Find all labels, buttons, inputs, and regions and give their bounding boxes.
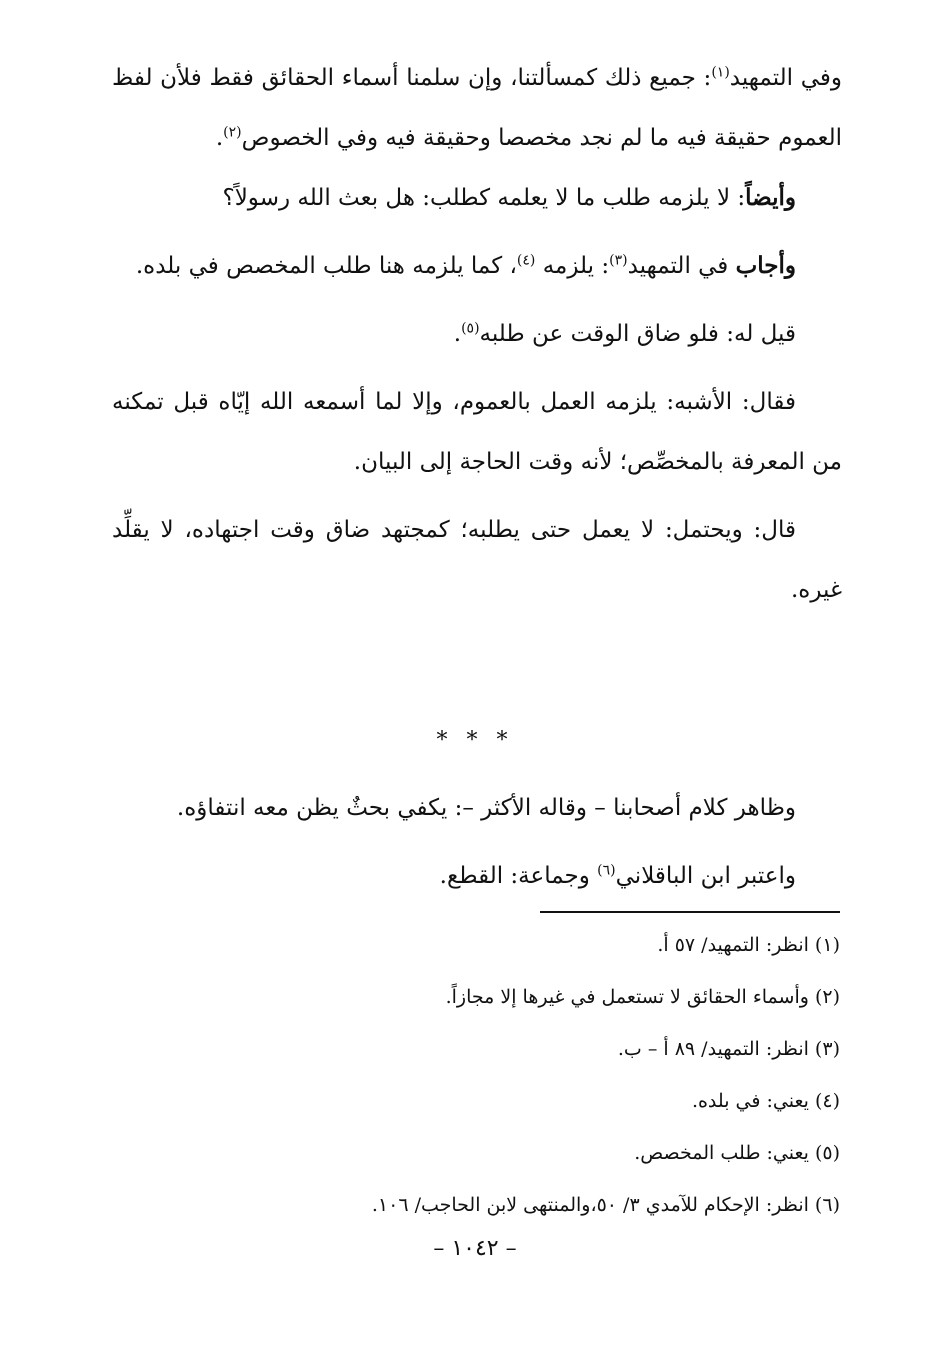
bold-lead-word: وأيضاً <box>745 184 796 211</box>
footnote-4: (٤) يعني: في بلده. <box>691 1090 840 1112</box>
footnotes <box>150 930 840 1242</box>
footnote-1: (١) انظر: التمهيد/ ٥٧ أ. <box>657 934 840 956</box>
paragraph-3: وأجاب في التمهيد$^{(٣)}$: يلزمه $^{(٤)}$، كما يلزمه هنا طلب المخصص في بلده. <box>135 252 796 279</box>
footnote-ref-6[interactable]: (٦) <box>597 862 616 879</box>
footnote-3: (٣) انظر: التمهيد/ ٨٩ أ – ب. <box>617 1038 840 1060</box>
page-number: – ١٠٤٢ – <box>433 1236 517 1261</box>
main-text <box>112 48 842 620</box>
section-separator: * * * <box>436 728 514 753</box>
paragraph-4: قيل له: فلو ضاق الوقت عن طلبه$^{(٥)}$. <box>453 320 796 347</box>
bold-lead-word: وأجاب <box>735 252 796 279</box>
footnote-ref-2[interactable]: (٢) <box>223 124 242 141</box>
paragraph-6: قال: ويحتمل: لا يعمل حتى يطلبه؛ كمجتهد ضاق وقت اجتهاده، لا يقلِّد غيره. <box>112 517 842 603</box>
paragraph-5: فقال: الأشبه: يلزمه العمل بالعموم، وإلا لما أسمعه الله إيّاه قبل تمكنه من المعرفة بالمخصِّص؛ لأنه وقت الحاجة إلى البيان. <box>112 389 842 475</box>
footnote-5: (٥) يعني: طلب المخصص. <box>634 1142 840 1164</box>
footnote-ref-3[interactable]: (٣) <box>609 252 628 269</box>
paragraph-1: وفي التمهيد$^{(١)}$: جميع ذلك كمسألتنا، وإن سلمنا أسماء الحقائق فقط فلأن لفظ العموم حقيقة فيه ما لم نجد مخصصا وحقيقة فيه وفي الخصوص$^{(٢)}$. <box>112 64 842 151</box>
footnote-ref-4[interactable]: (٤) <box>516 252 536 269</box>
paragraph-7: وظاهر كلام أصحابنا – وقاله الأكثر –: يكفي بحثٌ يظن معه انتفاؤه. <box>176 795 796 821</box>
paragraph-2: وأيضاً: لا يلزمه طلب ما لا يعلمه كطلب: هل بعث الله رسولاً؟ <box>222 184 796 211</box>
footnote-2: (٢) وأسماء الحقائق لا تستعمل في غيرها إلا مجازاً. <box>445 986 840 1008</box>
footnote-6: (٦) انظر: الإحكام للآمدي ٣/ ٥٠،والمنتهى لابن الحاجب/ ١٠٦. <box>371 1194 840 1216</box>
paragraph-8: واعتبر ابن الباقلاني$^{(٦)}$ وجماعة: القطع. <box>439 862 796 889</box>
footnote-ref-1[interactable]: (١) <box>711 64 730 81</box>
footnote-ref-5[interactable]: (٥) <box>461 320 480 337</box>
footnote-divider <box>540 911 840 913</box>
